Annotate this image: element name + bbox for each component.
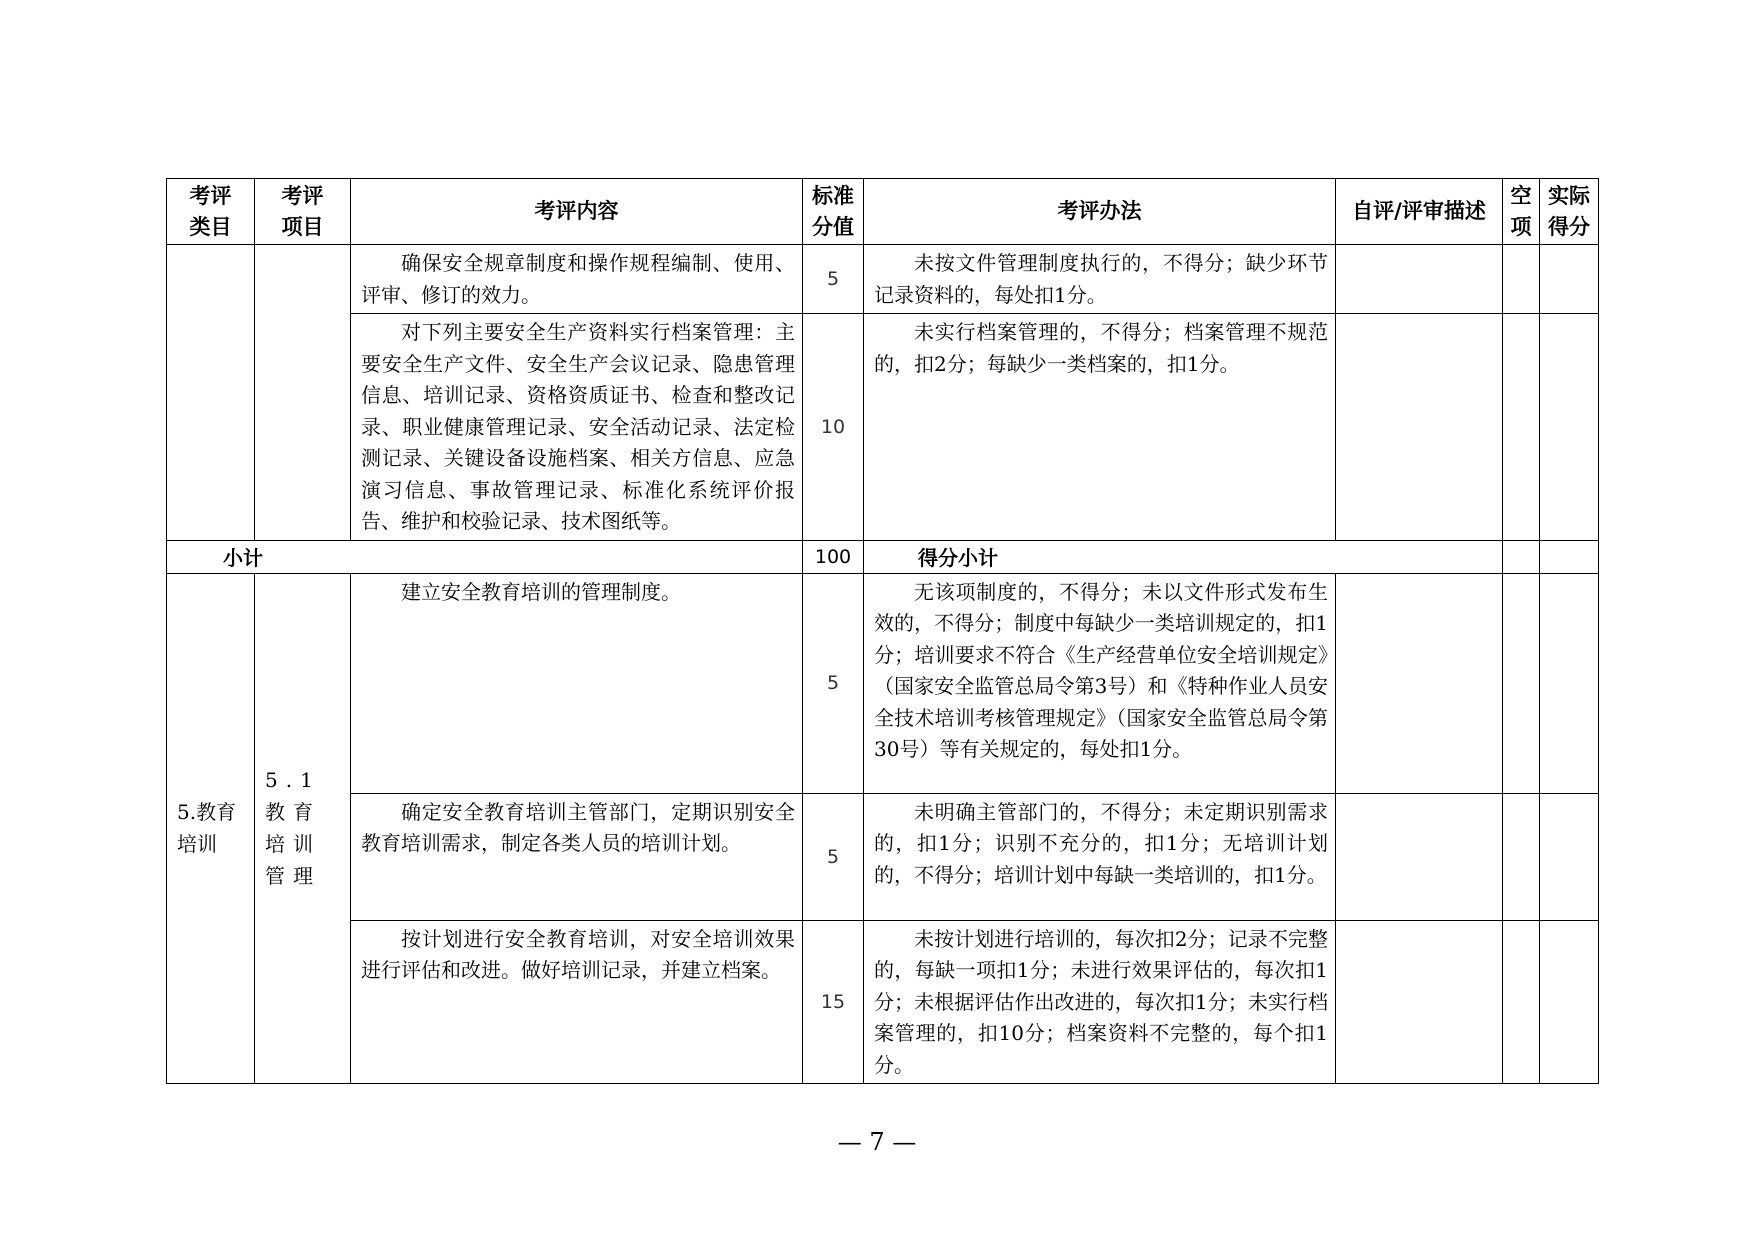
header-self-review: 自评/评审描述 [1336, 179, 1503, 245]
content-cell: 确保安全规章制度和操作规程编制、使用、评审、修订的效力。 [351, 245, 803, 314]
header-content: 考评内容 [351, 179, 803, 245]
self-review-cell[interactable] [1336, 245, 1503, 314]
category-cell-empty [167, 245, 255, 541]
header-actual-score: 实际 得分 [1540, 179, 1599, 245]
item-cell: 5.1 教育培训管理 [255, 573, 351, 1084]
content-cell: 建立安全教育培训的管理制度。 [351, 573, 803, 793]
content-cell: 确定安全教育培训主管部门，定期识别安全教育培训需求，制定各类人员的培训计划。 [351, 793, 803, 920]
self-review-cell[interactable] [1336, 314, 1503, 541]
empty-item-cell[interactable] [1503, 920, 1540, 1084]
header-item: 考评 项目 [255, 179, 351, 245]
table-row [167, 314, 1599, 541]
method-cell: 未按文件管理制度执行的，不得分；缺少环节记录资料的，每处扣1分。 [864, 245, 1336, 314]
method-cell: 无该项制度的，不得分；未以文件形式发布生效的，不得分；制度中每缺少一类培训规定的，扣1分；培训要求不符合《生产经营单位安全培训规定》（国家安全监管总局令第3号）和《特种作业人员安全技术培训考核管理规定》（国家安全监管总局令第30号）等有关规定的，每处扣1分。 [864, 573, 1336, 793]
actual-score-cell[interactable] [1540, 245, 1599, 314]
actual-score-cell[interactable] [1540, 314, 1599, 541]
empty-item-cell[interactable] [1503, 793, 1540, 920]
category-cell: 5.教育培训 [167, 573, 255, 1084]
score-cell: 5 [803, 245, 864, 314]
actual-score-cell[interactable] [1540, 920, 1599, 1084]
self-review-cell[interactable] [1336, 793, 1503, 920]
score-cell: 5 [803, 793, 864, 920]
header-category: 考评 类目 [167, 179, 255, 245]
method-cell: 未实行档案管理的，不得分；档案管理不规范的，扣2分；每缺少一类档案的，扣1分。 [864, 314, 1336, 541]
actual-score-cell[interactable] [1540, 793, 1599, 920]
page-number: — 7 — [837, 1128, 917, 1156]
item-cell-empty [255, 245, 351, 541]
actual-score-cell[interactable] [1540, 540, 1599, 573]
score-cell: 10 [803, 314, 864, 541]
method-cell: 未明确主管部门的，不得分；未定期识别需求的，扣1分；识别不充分的，扣1分；无培训计划的，不得分；培训计划中每缺一类培训的，扣1分。 [864, 793, 1336, 920]
header-standard-score: 标准 分值 [803, 179, 864, 245]
header-empty-item: 空 项 [1503, 179, 1540, 245]
content-cell: 对下列主要安全生产资料实行档案管理：主要安全生产文件、安全生产会议记录、隐患管理信息、培训记录、资格资质证书、检查和整改记录、职业健康管理记录、安全活动记录、法定检测记录、关键设备设施档案、相关方信息、应急演习信息、事故管理记录、标准化系统评价报告、维护和校验记录、技术图纸等。 [351, 314, 803, 541]
header-method: 考评办法 [864, 179, 1336, 245]
self-review-cell[interactable] [1336, 920, 1503, 1084]
score-cell: 5 [803, 573, 864, 793]
score-cell: 15 [803, 920, 864, 1084]
evaluation-table [166, 178, 1599, 1084]
empty-item-cell[interactable] [1503, 540, 1540, 573]
header-row [167, 179, 1599, 245]
table-row [167, 793, 1599, 920]
subtotal-label: 小计 [167, 540, 803, 573]
self-review-cell[interactable] [1336, 573, 1503, 793]
content-cell: 按计划进行安全教育培训，对安全培训效果进行评估和改进。做好培训记录，并建立档案。 [351, 920, 803, 1084]
subtotal-method-label: 得分小计 [864, 540, 1503, 573]
table-row [167, 245, 1599, 314]
empty-item-cell[interactable] [1503, 314, 1540, 541]
empty-item-cell[interactable] [1503, 573, 1540, 793]
subtotal-row [167, 540, 1599, 573]
method-cell: 未按计划进行培训的，每次扣2分；记录不完整的，每缺一项扣1分；未进行效果评估的，每次扣1分；未根据评估作出改进的，每次扣1分；未实行档案管理的，扣10分；档案资料不完整的，每个扣1分。 [864, 920, 1336, 1084]
table-row [167, 573, 1599, 793]
empty-item-cell[interactable] [1503, 245, 1540, 314]
table-row [167, 920, 1599, 1084]
actual-score-cell[interactable] [1540, 573, 1599, 793]
subtotal-score: 100 [803, 540, 864, 573]
